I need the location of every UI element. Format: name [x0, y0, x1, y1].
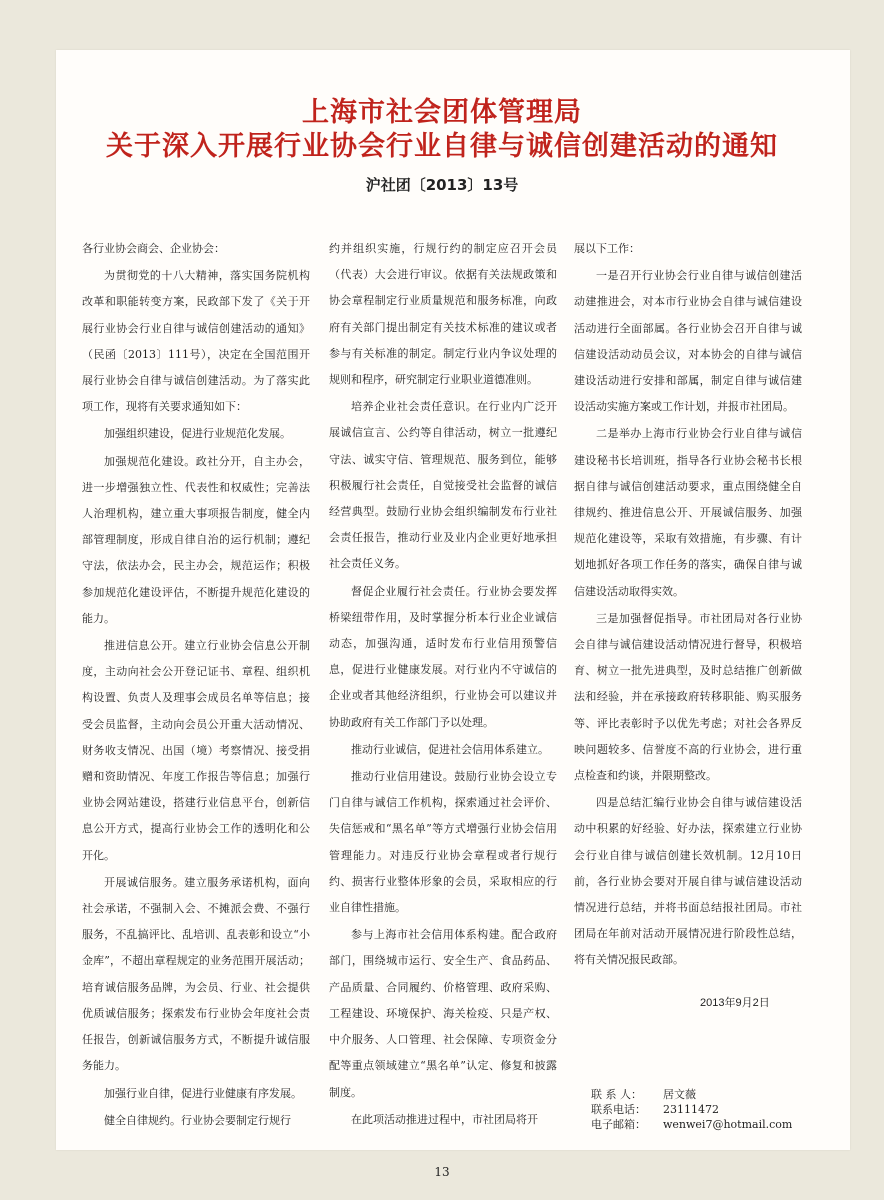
paragraph: 参与上海市社会信用体系构建。配合政府部门，围绕城市运行、安全生产、食品药品、产品质量、合同履约、价格管理、政府采购、工程建设、环境保护、海关检疫、只是产权、中介服务、人口管理、社会保障、专项资金分配等重点领域建立“黑名单”认定、修复和披露制度。 — [329, 928, 557, 1099]
section-heading: 推动行业诚信，促进社会信用体系建立。 — [351, 742, 549, 756]
text-column-3 — [574, 236, 802, 975]
paragraph: 加强规范化建设。政社分开，自主办会，进一步增强独立性、代表性和权威性；完善法人治理机构，建立重大事项报告制度，健全内部管理制度，形成自律自治的运行机制；遵纪守法，依法办会，民主办会，规范运作；积极参加规范化建设评估，不断提升规范化建设的能力。 — [82, 454, 310, 625]
paragraph: 推动行业信用建设。鼓励行业协会设立专门自律与诚信工作机构，探索通过社会评价、失信惩戒和“黑名单”等方式增强行业协会信用管理能力。对违反行业协会章程或者行规行约、损害行业整体形象的会员，采取相应的行业自律性措施。 — [329, 770, 557, 915]
paragraph: 约并组织实施，行规行约的制定应召开会员（代表）大会进行审议。依据有关法规政策和协会章程制定行业质量规范和服务标准，向政府有关部门提出制定有关技术标准的建议或者参与有关标准的制定。制定行业内争议处理的规则和程序，研究制定行业职业道德准则。 — [329, 242, 557, 387]
contact-phone-row — [591, 1102, 792, 1117]
text-column-2 — [329, 236, 557, 1134]
contact-phone-label: 联系电话： — [591, 1103, 646, 1116]
paragraph: 展以下工作： — [574, 242, 640, 255]
contact-email-row — [591, 1117, 792, 1132]
contact-person: 居文薇 — [663, 1088, 696, 1101]
paragraph: 四是总结汇编行业协会自律与诚信建设活动中积累的好经验、好办法，探索建立行业协会行业自律与诚信创建长效机制。12月10日前，各行业协会要对开展自律与诚信建设活动情况进行总结，并将书面总结报社团局。市社团局在年前对活动开展情况进行阶段性总结，将有关情况报民政部。 — [574, 796, 802, 967]
contact-person-row — [591, 1087, 792, 1102]
contact-phone: 23111472 — [663, 1103, 719, 1116]
contact-email-label: 电子邮箱： — [591, 1118, 646, 1131]
notice-title-line1: 上海市社会团体管理局 — [302, 97, 582, 128]
text-column-1 — [82, 236, 310, 1135]
contact-email[interactable]: wenwei7@hotmail.com — [663, 1118, 793, 1131]
paragraph: 为贯彻党的十八大精神，落实国务院机构改革和职能转变方案，民政部下发了《关于开展行业协会行业自律与诚信创建活动的通知》（民函〔2013〕111号），决定在全国范围开展行业协会自律与诚信创建活动。为了落实此项工作，现将有关要求通知如下： — [82, 269, 310, 414]
section-heading: 加强行业自律，促进行业健康有序发展。 — [104, 1086, 302, 1100]
issue-date: 2013年9月2日 — [700, 997, 770, 1009]
paragraph: 三是加强督促指导。市社团局对各行业协会自律与诚信建设活动情况进行督导，积极培育、树立一批先进典型，及时总结推广创新做法和经验，并在承接政府转移职能、购买服务等、评比表彰时予以优先考虑；对社会各界反映问题较多、信誉度不高的行业协会，进行重点检查和约谈，并限期整改。 — [574, 611, 802, 783]
paragraph: 在此项活动推进过程中，市社团局将开 — [351, 1112, 538, 1126]
page-number: 13 — [434, 1165, 450, 1179]
paragraph: 开展诚信服务。建立服务承诺机构，面向社会承诺，不强制入会、不摊派会费、不强行服务，不乱搞评比、乱培训、乱表彰和设立“小金库”，不超出章程规定的业务范围开展活动；培育诚信服务品牌，为会员、行业、社会提供优质诚信服务；探索发布行业协会年度社会责任报告，创新诚信服务方式，不断提升诚信服务能力。 — [82, 875, 310, 1073]
paragraph: 培养企业社会责任意识。在行业内广泛开展诚信宣言、公约等自律活动，树立一批遵纪守法、诚实守信、管理规范、服务到位，能够积极履行社会责任，自觉接受社会监督的诚信经营典型。鼓励行业协会组织编制发布行业社会责任报告，推动行业及业内企业更好地承担社会责任义务。 — [329, 400, 557, 571]
contact-block — [591, 1087, 792, 1132]
notice-title-line2: 关于深入开展行业协会行业自律与诚信创建活动的通知 — [106, 131, 778, 162]
paragraph: 推进信息公开。建立行业协会信息公开制度，主动向社会公开登记证书、章程、组织机构设置、负责人及理事会成员名单等信息；接受会员监督，主动向会员公开重大活动情况、财务收支情况、出国（境）考察情况、接受捐赠和资助情况、年度工作报告等信息；加强行业协会网站建设，搭建行业信息平台，创新信息公开方式，提高行业协会工作的透明化和公开化。 — [82, 639, 310, 862]
paragraph: 督促企业履行社会责任。行业协会要发挥桥梁纽带作用，及时掌握分析本行业企业诚信动态，加强沟通，适时发布行业信用预警信息，促进行业健康发展。对行业内不守诚信的企业或者其他经济组织，行业协会可以建议并协助政府有关工作部门予以处理。 — [329, 584, 557, 729]
section-heading: 加强组织建设，促进行业规范化发展。 — [104, 427, 291, 441]
paragraph: 二是举办上海市行业协会行业自律与诚信建设秘书长培训班，指导各行业协会秘书长根据自律与诚信创建活动要求，重点围绕健全自律规约、推进信息公开、开展诚信服务、加强规范化建设等，采取有效措施，有步骤、有计划地抓好各项工作任务的落实，确保自律与诚信建设活动取得实效。 — [574, 427, 802, 598]
document-number: 沪社团〔2013〕13号 — [365, 176, 519, 194]
paragraph: 各行业协会商会、企业协会： — [82, 242, 225, 255]
paragraph: 一是召开行业协会行业自律与诚信创建活动建推进会，对本市行业协会自律与诚信建设活动进行全面部属。各行业协会召开自律与诚信建设活动动员会议，对本协会的自律与诚信建设活动进行安排和部属，制定自律与诚信建设活动实施方案或工作计划，并报市社团局。 — [574, 269, 802, 414]
paragraph: 健全自律规约。行业协会要制定行规行 — [104, 1113, 291, 1127]
contact-person-label: 联 系 人： — [591, 1088, 642, 1101]
